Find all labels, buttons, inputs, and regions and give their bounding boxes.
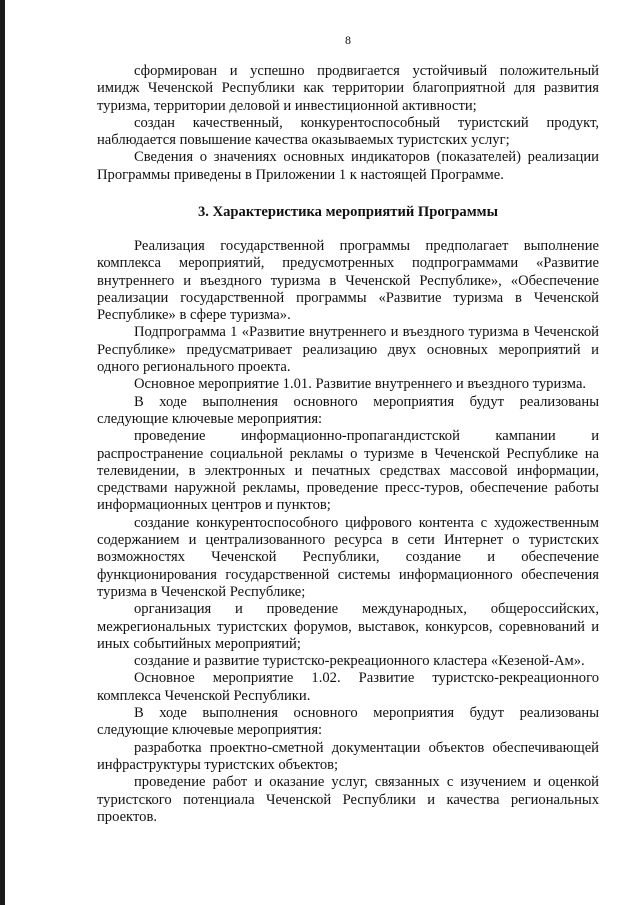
paragraph: В ходе выполнения основного мероприятия будут реализованы следующие ключевые мероприятия: (97, 705, 599, 739)
list-item: разработка проектно-сметной документации объектов обеспечивающей инфраструктуры туристских объектов; (97, 739, 599, 773)
paragraph: Основное мероприятие 1.01. Развитие внутреннего и въездного туризма. (134, 376, 587, 393)
paragraph: Подпрограмма 1 «Развитие внутреннего и въездного туризма в Чеченской Республике» предусматривает реализацию двух основных мероприятий и одного регионального проекта. (97, 324, 599, 376)
section-heading-block (97, 204, 599, 221)
paragraph: сформирован и успешно продвигается устойчивый положительный имидж Чеченской Республики как территории благоприятной для развития туризма, территории деловой и инвестиционной активности; (97, 63, 599, 114)
section-body (97, 238, 599, 826)
list-item: проведение работ и оказание услуг, связанных с изучением и оценкой туристского потенциала Чеченской Республики и качества региональных проектов. (97, 774, 599, 825)
list-item: создание и развитие туристско-рекреационного кластера «Кезеной-Ам». (134, 653, 585, 670)
paragraph: В ходе выполнения основного мероприятия будут реализованы следующие ключевые мероприятия: (97, 393, 599, 427)
list-item: организация и проведение международных, общероссийских, межрегиональных туристских форумов, выставок, конкурсов, соревнований и иных событийных мероприятий; (97, 601, 599, 652)
paragraph: создан качественный, конкурентоспособный туристский продукт, наблюдается повышение качества оказываемых туристских услуг; (97, 114, 599, 149)
list-item: создание конкурентоспособного цифрового контента с художественным содержанием и централизованного ресурса в сети Интернет о туристских возможностях Чеченской Республики, создание и обеспечение функционирования государственной системы информационного обеспечения туризма в Чеченской Республике; (97, 514, 599, 600)
paragraph: Основное мероприятие 1.02. Развитие туристско-рекреационного комплекса Чеченской Республики. (97, 670, 599, 704)
page-number: 8 (345, 33, 351, 47)
section-heading: 3. Характеристика мероприятий Программы (198, 204, 498, 220)
paragraph: Реализация государственной программы предполагает выполнение комплекса мероприятий, предусмотренных подпрограммами «Развитие внутреннего и въездного туризма в Чеченской Республике», «Обеспечение реализации государственной программы «Развитие туризма в Чеченской Республике» в сфере туризма». (97, 238, 599, 324)
list-item: проведение информационно-пропагандистской кампании и распространение социальной рекламы о туризме в Чеченской Республике на телевидении, в электронных и печатных средствах массовой информации, средствами наружной рекламы, проведение пресс-туров, обеспечение работы информационных центров и пунктов; (97, 428, 599, 514)
scan-edge (0, 0, 5, 905)
intro-block (97, 63, 599, 184)
paragraph: Сведения о значениях основных индикаторов (показателей) реализации Программы приведены в Приложении 1 к настоящей Программе. (97, 149, 599, 183)
